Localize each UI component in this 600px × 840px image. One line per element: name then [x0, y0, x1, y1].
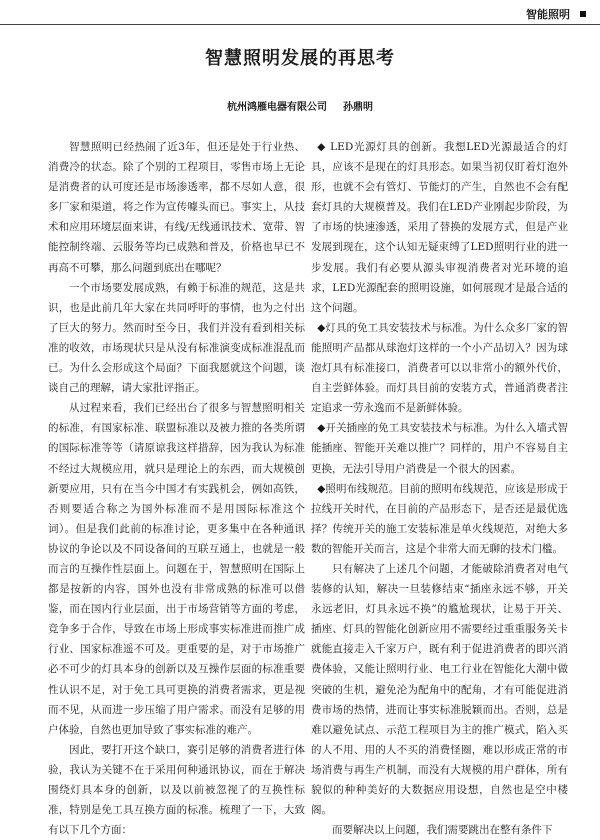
- paragraph: 只有解决了上述几个问题，才能破除消费者对电气装修的认知，解决一旦装修结束“插座永远不够，开关永远老旧，灯具永远不换”的尴尬现状，让易于开关、插座、灯具的智能化创新应用不需要经过重重服务关卡就能直接走入千家万户，既有利于促进消费者的即兴消费体验，又能让照明行业、电工行业在智能化大潮中做突破的生机，避免沦为配角中的配角，才有可能促进消费市场的热情，进而让事实标准脱颖而出。否则，总是难以避免试点、示范工程项目为主的推广模式，陷入买的人不用、用的人不买的消费怪圈，难以形成正常的市场消费与再生产机制，而没有大规模的用户群体，所有貌似的种种美好的大数据应用设想，自然也是空中楼阁。: [311, 562, 568, 817]
- paragraph: 从过程来看，我们已经出台了很多与智慧照明相关的标准，有国家标准、联盟标准以及被力推的各类所谓的国际标准等等（请原谅我这样措辞，因为我认为标准不经过大规模应用，就只是理论上的东西，而大规模创新要应用，只有在当今中国才有实践机会，例如高铁，否则要适合称之为国外标准而不是用国际标准这个词）。但是我们此前的标准讨论，更多集中在各种通讯协议的争论以及不同设备间的互联互通上，也就是一般而言的互操作性层面上。问题在于，智慧照明在国际上都是按新的内容，国外也没有非常成熟的标准可以借鉴，而在国内行业层面，出于市场营销等方面的考虑，竞争多于合作，导致在市场上形成事实标准进而推广成行业、国家标准遥不可及。更重要的是，对于市场推广必不可少的灯具本身的创新以及互操作层面的标准重要性认识不足，对于免工具可更换的消费者需求，更是视而不见，从而进一步压缩了用户需求。而没有足够的用户体验，自然也更加导致了事实标准的难产。: [48, 402, 305, 736]
- square-marker-icon: [580, 11, 586, 17]
- page-header: [526, 6, 586, 22]
- company-name: 杭州鸿雁电器有限公司: [227, 102, 327, 113]
- paragraph: 因此，要打开这个缺口，赛引足够的消费者进行体验，我认为关键不在于采用何种通讯协议，而在于解决围绕灯具本身的创新，以及以前被忽视了的互换性标准，特别是免工具互换方面的标准。梳理了一下，大致有以下几个方面：: [48, 743, 305, 837]
- author-name: 孙鼎明: [343, 102, 373, 113]
- paragraph: ◆ LED光源灯具的创新。我想LED光源最适合的灯具，应该不是现在的灯具形态。如果当初仅盯着灯泡外形，也就不会有管灯、节能灯的产生，自然也不会有配套灯具的大规模普及。我们在LED产业刚起步阶段，为了市场的快速渗透，采用了替换的发展方式，但是产业发展到现在，这个认知无疑束缚了LED照明行业的进一步发展。我们有必要从源头审视消费者对光环境的追求，LED光源配套的照明设施，如何展现才是最合适的这个问题。: [311, 141, 568, 314]
- paragraph: ◆灯具的免工具安装技术与标准。为什么众多厂家的智能照明产品都从球泡灯这样的一个小产品切入？因为球泡灯具有标准接口，消费者可以以非常小的额外代价，自主尝鲜体验。而灯具目前的安装方式，普通消费者注定追求一劳永逸而不是新鲜体验。: [311, 321, 568, 415]
- paragraph: ◆开关插座的免工具安装技术与标准。为什么入墙式智能插座、智能开关难以推广？同样的，用户不容易自主更换，无法引导用户消费是一个很大的因素。: [311, 422, 568, 475]
- byline: [0, 98, 600, 113]
- header-divider: [0, 24, 600, 25]
- article-title: 智慧照明发展的再思考: [205, 48, 395, 69]
- paragraph: 而要解决以上问题，我们需要跳出在整有条件下: [332, 824, 553, 837]
- paragraph: 一个市场要发展成熟，有赖于标准的规范，这是共识，也是此前几年大家在共同呼吁的事情，也为之付出了巨大的努力。然而时至今日，我们并没有看到相关标准的收效，市场现状只是从没有标准演变成标准混乱而已。为什么会形成这个局面？下面我愿就这个问题，谈谈自己的理解，请大家批评指正。: [48, 281, 305, 395]
- paragraph: ◆照明布线规范。目前的照明布线规范，应该是形成于拉线开关时代，在目前的产品形态下，是否还是最优选择？传统开关的施工安装标准是单火线规范，对绝大多数的智能开关而言，这是个非常大而无聊的技术门槛。: [311, 482, 568, 555]
- paragraph: 智慧照明已经热闹了近3年，但还是处于行业热、消费冷的状态。除了个别的工程项目，零售市场上无论是消费者的认可度还是市场渗透率，都不尽如人意，很多厂家和渠道，将之作为宣传噱头而已。事实上，从技术和应用环境层面来讲，有线/无线通讯技术、宽带、智能控制终端、云服务等均已成熟和普及，价格也早已不再高不可攀，那么问题到底出在哪呢？: [48, 141, 305, 274]
- left-column: [48, 137, 305, 840]
- section-label: 智能照明: [526, 8, 570, 21]
- right-column: [311, 137, 568, 840]
